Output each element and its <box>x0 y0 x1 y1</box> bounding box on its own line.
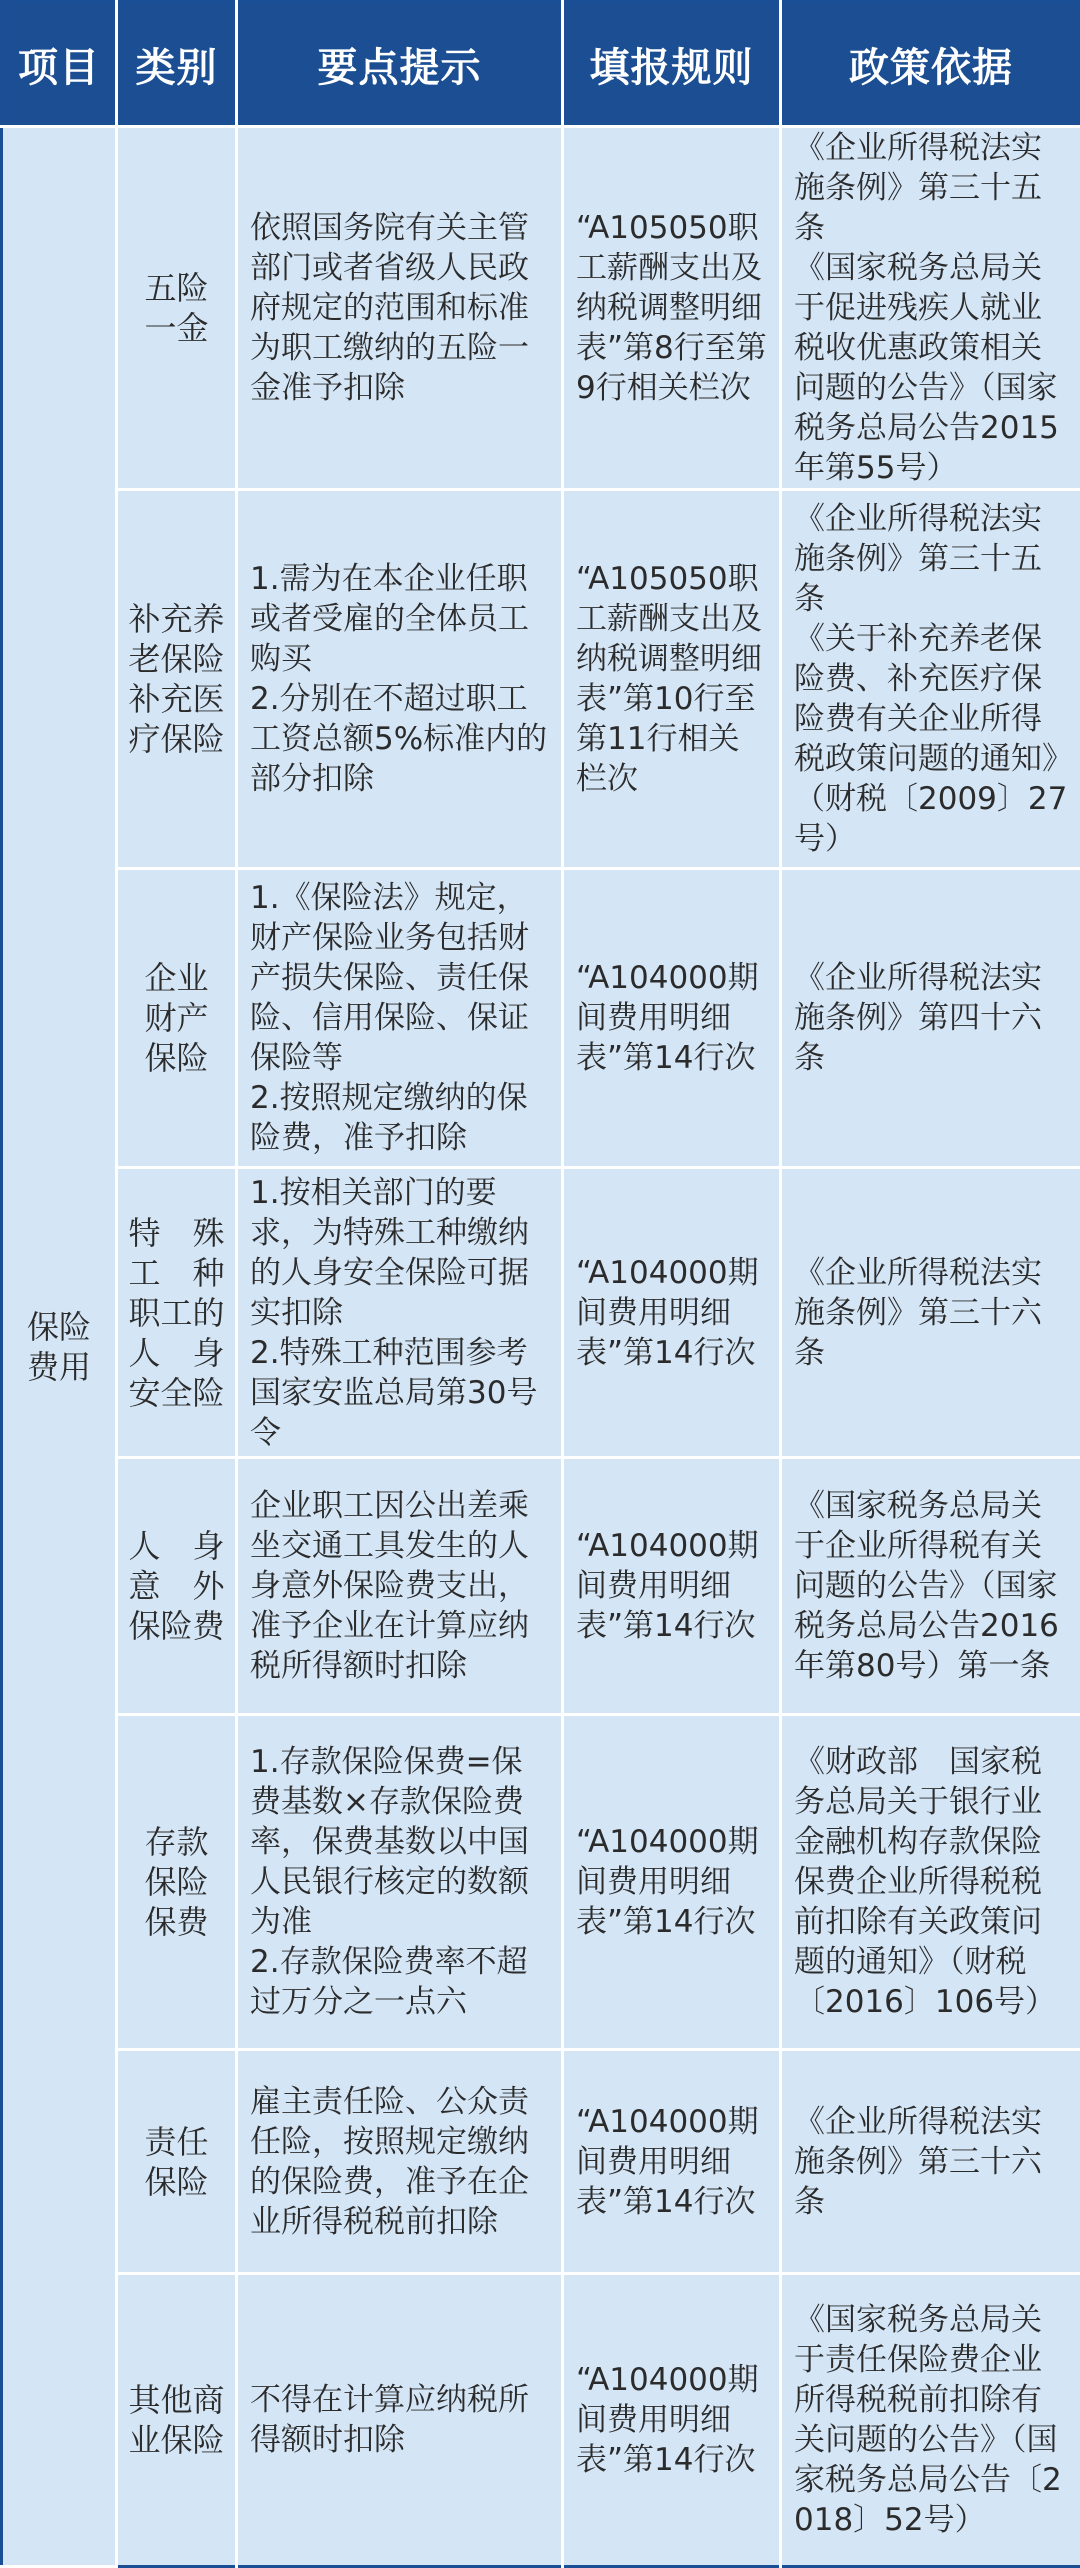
rule-text: “A105050职工薪酬支出及纳税调整明细表”第10行至第11行相关栏次 <box>576 559 767 799</box>
table-row <box>2 1715 1080 2050</box>
points-text: 依照国务院有关主管部门或者省级人民政府规定的范围和标准为职工缴纳的五险一金准予扣除 <box>250 208 549 408</box>
category-label: 人 身 意 外 保险费 <box>128 1526 224 1646</box>
header-points: 要点提示 <box>237 2 563 127</box>
basis-text: 《企业所得税法实施条例》第三十五条 《关于补充养老保险费、补充医疗保险费有关企业所得税政策问题的通知》（财税〔2009〕27号） <box>794 499 1068 859</box>
project-label: 保险 费用 <box>27 1307 91 1387</box>
rule-text: “A104000期间费用明细表”第14行次 <box>576 958 767 1078</box>
rule-cell <box>563 2050 781 2274</box>
points-cell <box>237 2050 563 2274</box>
basis-text: 《国家税务总局关于企业所得税有关问题的公告》（国家税务总局公告2016年第80号）第一条 <box>794 1486 1068 1686</box>
project-cell <box>2 127 117 2567</box>
table-row <box>2 1168 1080 1458</box>
points-text: 不得在计算应纳税所得额时扣除 <box>250 2380 549 2460</box>
basis-cell <box>781 1458 1080 1715</box>
category-label: 其他商 业保险 <box>128 2380 224 2460</box>
category-label: 企业 财产 保险 <box>144 958 208 1078</box>
points-text: 1.按相关部门的要求，为特殊工种缴纳的人身安全保险可据实扣除 2.特殊工种范围参考国家安监总局第30号令 <box>250 1173 549 1453</box>
table-row <box>2 869 1080 1168</box>
basis-cell <box>781 2274 1080 2567</box>
rule-cell <box>563 490 781 869</box>
category-cell <box>117 1715 237 2050</box>
points-text: 1.需为在本企业任职或者受雇的全体员工购买 2.分别在不超过职工工资总额5%标准内的部分扣除 <box>250 559 549 799</box>
basis-text: 《企业所得税法实施条例》第三十六条 <box>794 1253 1068 1373</box>
rule-cell <box>563 869 781 1168</box>
header-basis: 政策依据 <box>781 2 1080 127</box>
header-rule: 填报规则 <box>563 2 781 127</box>
table-row <box>2 2274 1080 2567</box>
category-cell <box>117 1168 237 1458</box>
basis-text: 《国家税务总局关于责任保险费企业所得税税前扣除有关问题的公告》（国家税务总局公告〔2018〕52号） <box>794 2300 1068 2540</box>
points-cell <box>237 869 563 1168</box>
basis-cell <box>781 127 1080 490</box>
table-row <box>2 2050 1080 2274</box>
basis-text: 《财政部 国家税务总局关于银行业金融机构存款保险保费企业所得税税前扣除有关政策问题的通知》（财税〔2016〕106号） <box>794 1742 1068 2022</box>
rule-text: “A104000期间费用明细表”第14行次 <box>576 2102 767 2222</box>
rule-text: “A104000期间费用明细表”第14行次 <box>576 1526 767 1646</box>
rule-cell <box>563 1715 781 2050</box>
rule-text: “A105050职工薪酬支出及纳税调整明细表”第8行至第9行相关栏次 <box>576 208 767 408</box>
rule-text: “A104000期间费用明细表”第14行次 <box>576 1253 767 1373</box>
rule-cell <box>563 2274 781 2567</box>
category-cell <box>117 127 237 490</box>
table-row <box>2 490 1080 869</box>
category-label: 存款 保险 保费 <box>144 1822 208 1942</box>
points-cell <box>237 127 563 490</box>
table-header-row <box>2 2 1080 127</box>
header-project: 项目 <box>2 2 117 127</box>
points-text: 1.存款保险保费=保费基数×存款保险费率，保费基数以中国人民银行核定的数额为准 2.存款保险费率不超过万分之一点六 <box>250 1742 549 2022</box>
points-text: 企业职工因公出差乘坐交通工具发生的人身意外保险费支出，准予企业在计算应纳税所得额时扣除 <box>250 1486 549 1686</box>
category-label: 补充养 老保险 补充医 疗保险 <box>128 599 224 759</box>
rule-text: “A104000期间费用明细表”第14行次 <box>576 2360 767 2480</box>
rule-cell <box>563 127 781 490</box>
basis-cell <box>781 490 1080 869</box>
basis-text: 《企业所得税法实施条例》第三十六条 <box>794 2102 1068 2222</box>
category-label: 责任 保险 <box>144 2122 208 2202</box>
points-cell <box>237 490 563 869</box>
rule-cell <box>563 1458 781 1715</box>
basis-cell <box>781 869 1080 1168</box>
basis-cell <box>781 1715 1080 2050</box>
points-cell <box>237 1458 563 1715</box>
rule-cell <box>563 1168 781 1458</box>
points-text: 雇主责任险、公众责任险，按照规定缴纳的保险费，准予在企业所得税税前扣除 <box>250 2082 549 2242</box>
points-cell <box>237 1715 563 2050</box>
category-cell <box>117 1458 237 1715</box>
points-cell <box>237 1168 563 1458</box>
basis-cell <box>781 1168 1080 1458</box>
category-cell <box>117 2274 237 2567</box>
basis-cell <box>781 2050 1080 2274</box>
points-cell <box>237 2274 563 2567</box>
category-cell <box>117 2050 237 2274</box>
points-text: 1.《保险法》规定，财产保险业务包括财产损失保险、责任保险、信用保险、保证保险等 2.按照规定缴纳的保险费，准予扣除 <box>250 878 549 1158</box>
category-cell <box>117 869 237 1168</box>
category-label: 五险 一金 <box>144 268 208 348</box>
basis-text: 《企业所得税法实施条例》第四十六条 <box>794 958 1068 1078</box>
table-row <box>2 127 1080 490</box>
category-cell <box>117 490 237 869</box>
category-label: 特 殊 工 种 职工的 人 身 安全险 <box>128 1213 224 1413</box>
rule-text: “A104000期间费用明细表”第14行次 <box>576 1822 767 1942</box>
table-row <box>2 1458 1080 1715</box>
basis-text: 《企业所得税法实施条例》第三十五条 《国家税务总局关于促进残疾人就业税收优惠政策相关问题的公告》（国家税务总局公告2015年第55号） <box>794 128 1068 488</box>
header-category: 类别 <box>117 2 237 127</box>
